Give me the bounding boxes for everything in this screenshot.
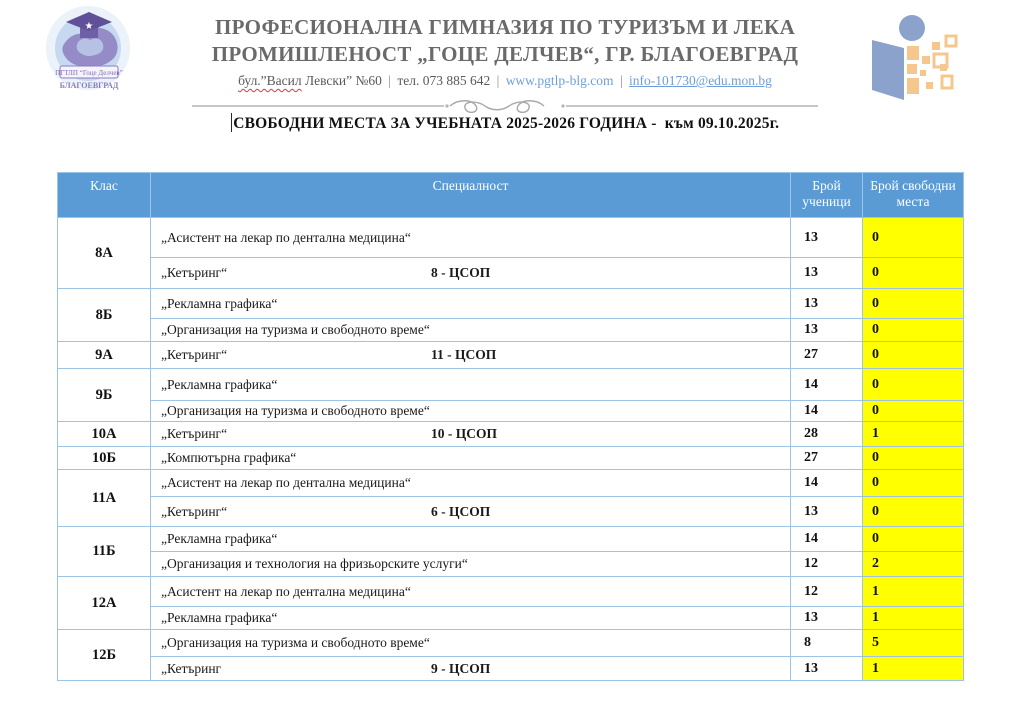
free-places-cell: 1 <box>863 607 964 630</box>
column-header-students: Брой ученици <box>791 173 863 218</box>
specialty-cell <box>151 369 791 401</box>
free-places-cell: 1 <box>863 657 964 681</box>
flourish-divider-icon <box>192 97 818 113</box>
students-count-cell: 27 <box>791 447 863 470</box>
table-row <box>58 527 964 552</box>
school-name-line2: ПРОМИШЛЕНОСТ „ГОЦЕ ДЕЛЧЕВ“, ГР. БЛАГОЕВГРАД <box>211 42 799 66</box>
table-row <box>58 218 964 258</box>
free-places-cell: 1 <box>863 422 964 447</box>
open-book-reader-logo-icon <box>860 12 970 108</box>
table-header-row <box>58 173 964 218</box>
free-places-cell: 2 <box>863 552 964 577</box>
specialty-cell <box>151 342 791 369</box>
class-cell: 8Б <box>58 289 151 342</box>
table-row <box>58 401 964 422</box>
class-cell: 12Б <box>58 630 151 681</box>
specialty-text: „Кетъринг“ <box>161 265 228 280</box>
class-cell: 8А <box>58 218 151 289</box>
vacancies-table <box>57 172 964 681</box>
specialty-cell <box>151 497 791 527</box>
free-places-cell: 0 <box>863 470 964 497</box>
specialty-cell <box>151 607 791 630</box>
page-title: СВОБОДНИ МЕСТА ЗА УЧЕБНАТА 2025-2026 ГОДИНА - към 09.10.2025г. <box>233 115 780 132</box>
specialty-cell <box>151 258 791 289</box>
table-row <box>58 342 964 369</box>
free-places-cell: 0 <box>863 447 964 470</box>
table-row <box>58 607 964 630</box>
free-places-cell: 5 <box>863 630 964 657</box>
free-places-cell: 0 <box>863 497 964 527</box>
specialty-text: „Рекламна графика“ <box>161 610 278 625</box>
students-count-cell: 13 <box>791 607 863 630</box>
specialty-text: „Кетъринг“ <box>161 347 228 362</box>
csop-note: 9 - ЦСОП <box>431 660 491 676</box>
separator: | <box>388 73 391 88</box>
specialty-text: „Асистент на лекар по дентална медицина“ <box>161 475 411 490</box>
header-block <box>155 14 855 89</box>
students-count-cell: 13 <box>791 497 863 527</box>
specialty-cell <box>151 289 791 319</box>
table-row <box>58 470 964 497</box>
specialty-text: „Кетъринг <box>161 660 222 676</box>
free-places-cell: 1 <box>863 577 964 607</box>
school-logo <box>26 4 150 108</box>
specialty-cell <box>151 552 791 577</box>
class-cell: 10А <box>58 422 151 447</box>
table-row <box>58 657 964 681</box>
csop-note: 8 - ЦСОП <box>431 265 491 280</box>
free-places-cell: 0 <box>863 369 964 401</box>
specialty-cell <box>151 319 791 342</box>
class-cell: 9Б <box>58 369 151 422</box>
table-row <box>58 258 964 289</box>
column-header-specialty: Специалност <box>151 173 791 218</box>
students-count-cell: 13 <box>791 657 863 681</box>
separator: | <box>496 73 500 88</box>
specialty-cell <box>151 401 791 422</box>
specialty-text: „Организация на туризма и свободното време“ <box>161 635 430 650</box>
specialty-text: „Рекламна графика“ <box>161 295 278 311</box>
specialty-text: „Организация на туризма и свободното време“ <box>161 322 430 337</box>
school-name-line1: ПРОФЕСИОНАЛНА ГИМНАЗИЯ ПО ТУРИЗЪМ И ЛЕКА <box>214 15 796 39</box>
students-count-cell: 28 <box>791 422 863 447</box>
specialty-text: „Асистент на лекар по дентална медицина“ <box>161 229 411 245</box>
csop-note: 11 - ЦСОП <box>431 347 497 362</box>
ornamental-divider <box>192 97 818 113</box>
students-count-cell: 14 <box>791 527 863 552</box>
specialty-text: „Организация и технология на фризьорските услуги“ <box>161 556 468 571</box>
column-header-class: Клас <box>58 173 151 218</box>
free-places-cell: 0 <box>863 218 964 258</box>
class-cell: 11Б <box>58 527 151 577</box>
title-row <box>150 113 860 133</box>
address-rest: Левски” №60 <box>301 73 382 88</box>
ministry-logo <box>860 12 970 108</box>
free-places-cell: 0 <box>863 401 964 422</box>
table-row <box>58 630 964 657</box>
csop-note: 6 - ЦСОП <box>431 503 491 519</box>
table-row <box>58 447 964 470</box>
students-count-cell: 13 <box>791 319 863 342</box>
table-row <box>58 497 964 527</box>
csop-note: 10 - ЦСОП <box>431 426 497 441</box>
table-row <box>58 577 964 607</box>
free-places-cell: 0 <box>863 342 964 369</box>
students-count-cell: 12 <box>791 577 863 607</box>
globe-graduation-logo-icon <box>26 4 150 108</box>
text-cursor <box>231 113 233 132</box>
students-count-cell: 12 <box>791 552 863 577</box>
table-body <box>58 218 964 681</box>
specialty-text: „Рекламна графика“ <box>161 376 278 392</box>
specialty-text: „Асистент на лекар по дентална медицина“ <box>161 583 411 599</box>
students-count-cell: 27 <box>791 342 863 369</box>
table-row <box>58 422 964 447</box>
contact-line <box>155 73 855 89</box>
students-count-cell: 13 <box>791 289 863 319</box>
specialty-cell <box>151 470 791 497</box>
logo-city-text: БЛАГОЕВГРАД <box>59 81 119 90</box>
separator: | <box>619 73 623 88</box>
class-cell: 11А <box>58 470 151 527</box>
free-places-cell: 0 <box>863 289 964 319</box>
specialty-cell <box>151 577 791 607</box>
logo-banner-text: ПГТЛП “Гоце Делчев” <box>55 69 123 77</box>
specialty-cell <box>151 422 791 447</box>
specialty-cell <box>151 630 791 657</box>
students-count-cell: 8 <box>791 630 863 657</box>
class-cell: 12А <box>58 577 151 630</box>
column-header-free-places: Брой свободни места <box>863 173 964 218</box>
students-count-cell: 14 <box>791 470 863 497</box>
free-places-cell: 0 <box>863 258 964 289</box>
specialty-text: „Организация на туризма и свободното време“ <box>161 403 430 418</box>
students-count-cell: 14 <box>791 401 863 422</box>
specialty-cell <box>151 657 791 681</box>
class-cell: 10Б <box>58 447 151 470</box>
students-count-cell: 13 <box>791 218 863 258</box>
specialty-text: „Кетъринг“ <box>161 426 228 441</box>
website-link[interactable]: www.pgtlp-blg.com <box>505 73 614 88</box>
specialty-text: „Рекламна графика“ <box>161 531 278 546</box>
table-row <box>58 319 964 342</box>
table-header <box>58 173 964 218</box>
table-row <box>58 369 964 401</box>
phone: тел. 073 885 642 <box>397 73 491 88</box>
specialty-text: „Компютърна графика“ <box>161 450 297 465</box>
free-places-cell: 0 <box>863 319 964 342</box>
specialty-cell <box>151 447 791 470</box>
logo-star-icon: ★ <box>84 21 94 32</box>
class-cell: 9А <box>58 342 151 369</box>
table-row <box>58 552 964 577</box>
specialty-cell <box>151 218 791 258</box>
email-link[interactable]: info-101730@edu.mon.bg <box>629 73 772 88</box>
specialty-cell <box>151 527 791 552</box>
students-count-cell: 13 <box>791 258 863 289</box>
students-count-cell: 14 <box>791 369 863 401</box>
specialty-text: „Кетъринг“ <box>161 503 228 519</box>
table-row <box>58 289 964 319</box>
address-misspelled: бул.”Васил <box>238 73 302 88</box>
free-places-cell: 0 <box>863 527 964 552</box>
